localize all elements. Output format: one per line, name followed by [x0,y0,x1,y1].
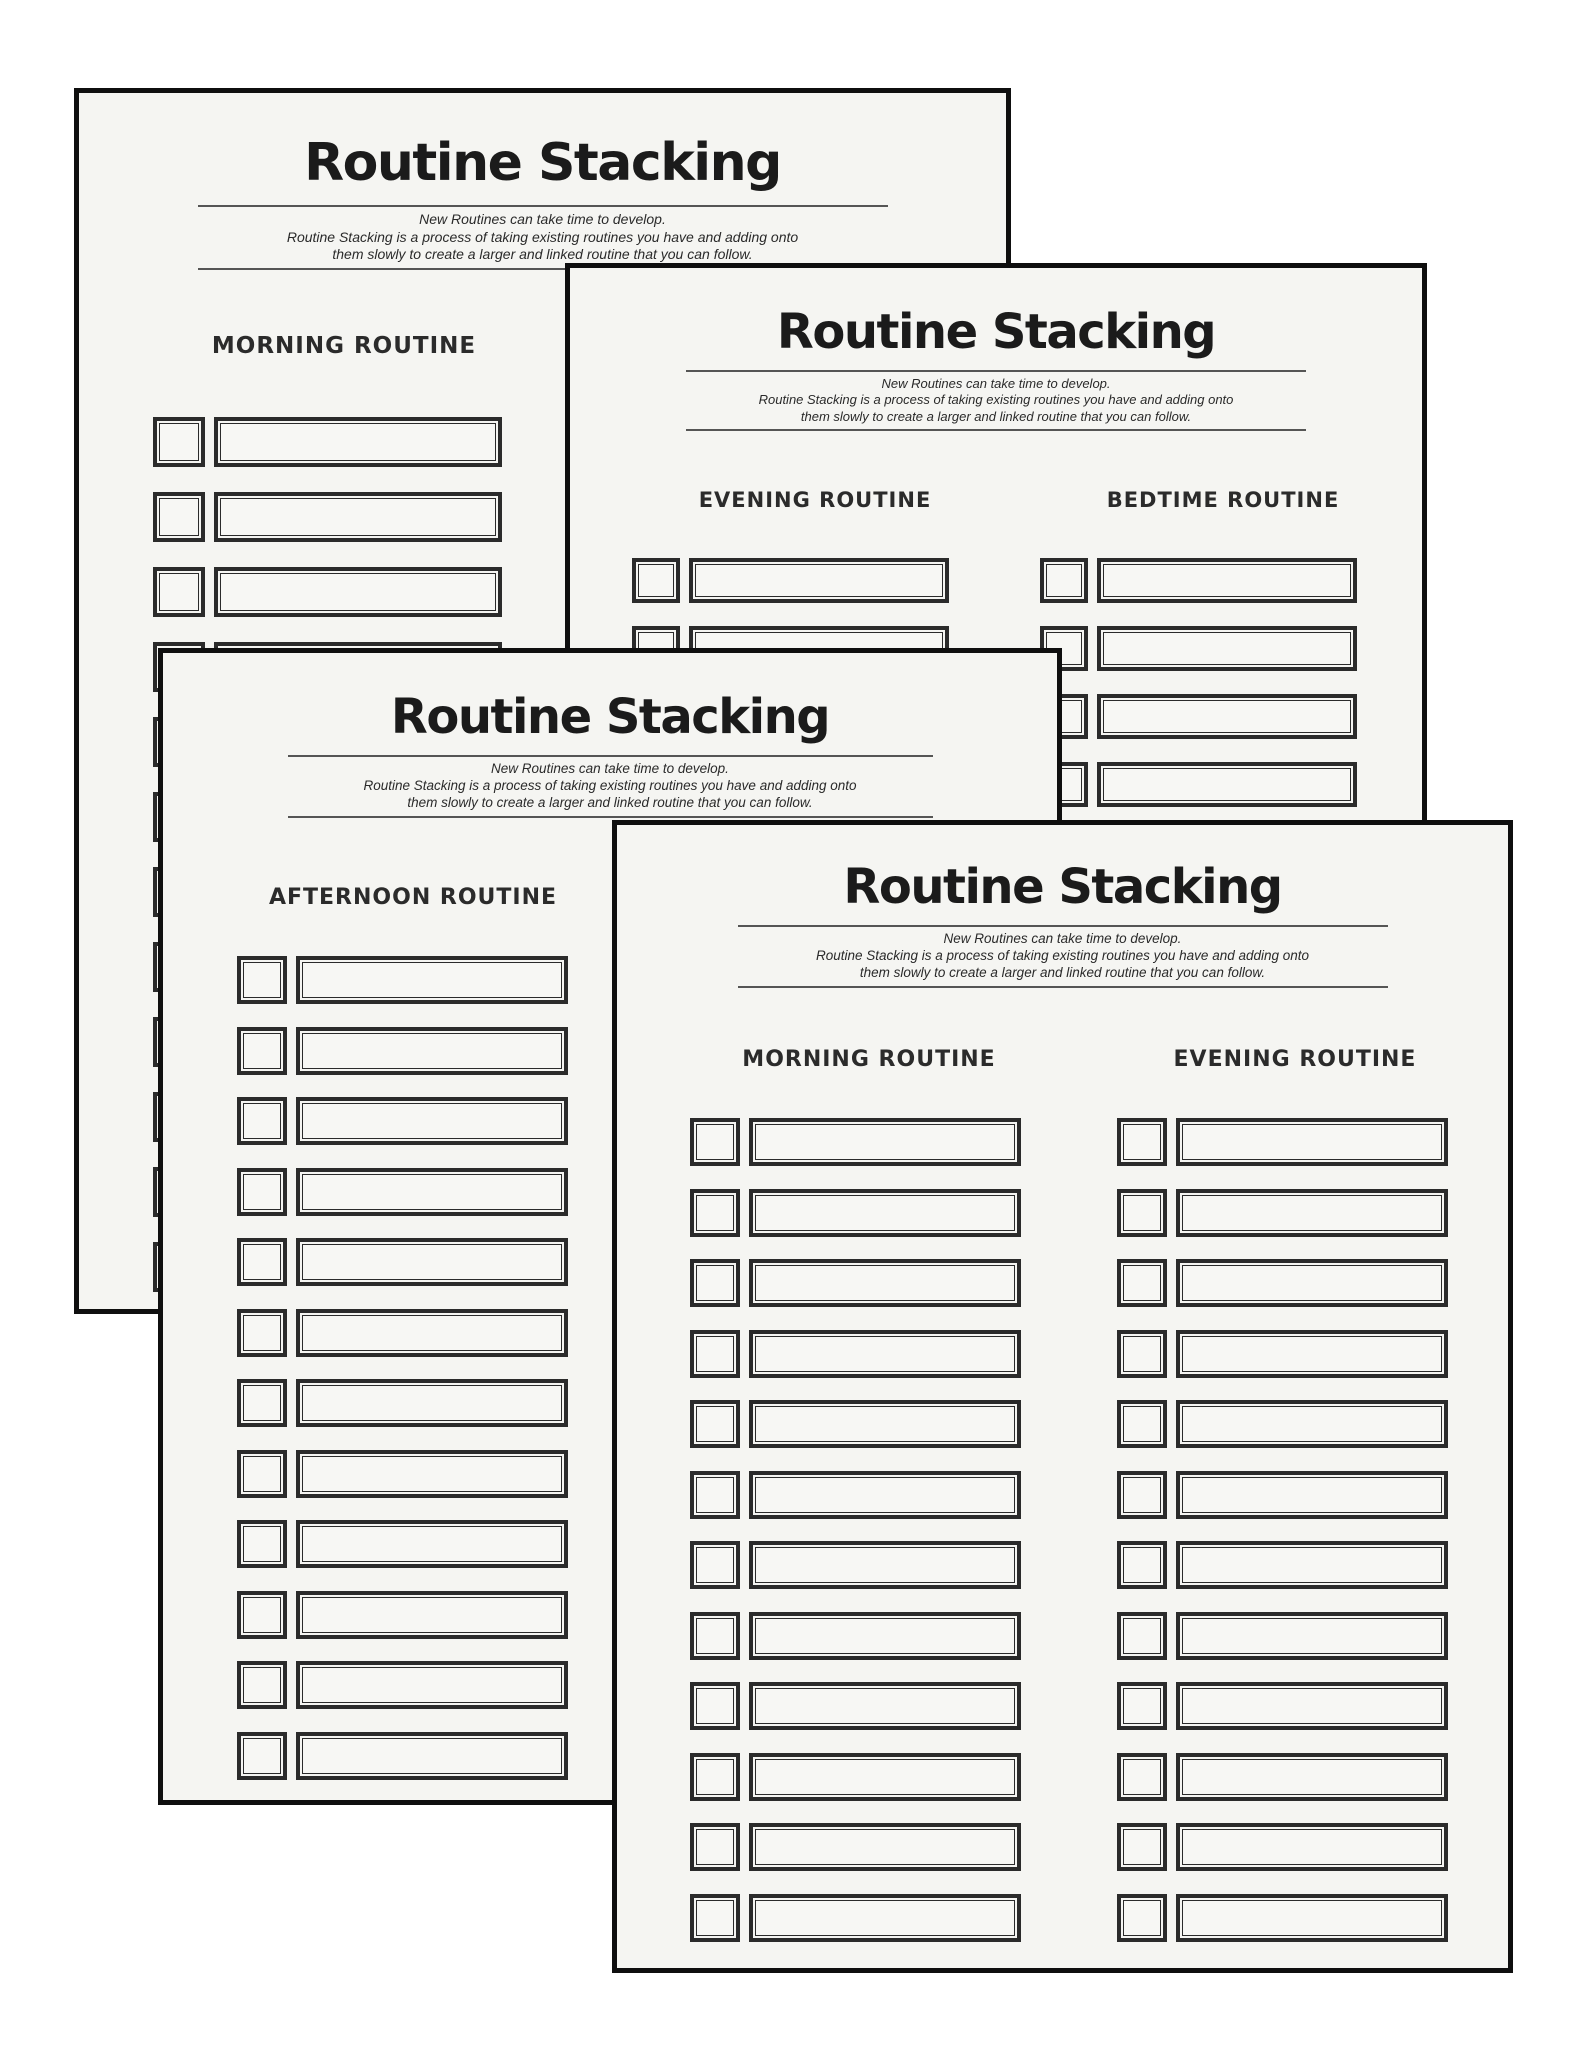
intro-text [79,211,1006,264]
routine-row [690,1753,1021,1801]
intro-line-1: New Routines can take time to develop. [491,761,729,776]
routine-row [690,1471,1021,1519]
intro-line-1: New Routines can take time to develop. [419,211,666,227]
routine-row [153,417,502,467]
page-title: Routine Stacking [390,689,830,745]
routine-entry-field[interactable] [214,417,502,467]
routine-entry-field[interactable] [1176,1541,1448,1589]
routine-checkbox[interactable] [690,1894,740,1942]
routine-entry-field[interactable] [1176,1682,1448,1730]
routine-row [153,567,502,617]
routine-row [690,1894,1021,1942]
routine-checkbox[interactable] [690,1259,740,1307]
routine-entry-field[interactable] [749,1118,1021,1166]
routine-row [237,1661,568,1709]
routine-checkbox[interactable] [690,1330,740,1378]
routine-row [237,1450,568,1498]
column-heading-bedtime: BEDTIME ROUTINE [1106,488,1340,512]
page-title: Routine Stacking [304,133,781,193]
routine-row [1117,1682,1448,1730]
column-heading-evening: EVENING ROUTINE [698,488,932,512]
routine-checkbox[interactable] [690,1753,740,1801]
routine-entry-field[interactable] [749,1259,1021,1307]
routine-checkbox[interactable] [153,492,205,542]
routine-entry-field[interactable] [296,1168,568,1216]
routine-row [1040,694,1357,739]
routine-row [690,1612,1021,1660]
routine-checkbox[interactable] [1040,558,1088,603]
routine-checkbox[interactable] [632,558,680,603]
routine-row [1040,558,1357,603]
routine-row [1117,1894,1448,1942]
routine-checkbox[interactable] [690,1189,740,1237]
routine-row [1117,1753,1448,1801]
routine-checkbox[interactable] [1117,1330,1167,1378]
page-title: Routine Stacking [843,859,1282,915]
routine-row [237,1379,568,1427]
routine-entry-field[interactable] [296,1309,568,1357]
routine-entry-field[interactable] [296,956,568,1004]
routine-entry-field[interactable] [749,1330,1021,1378]
routine-entry-field[interactable] [749,1753,1021,1801]
routine-row [1117,1189,1448,1237]
routine-checkbox[interactable] [1117,1118,1167,1166]
routine-row [690,1189,1021,1237]
routine-checkbox[interactable] [1117,1259,1167,1307]
routine-checkbox[interactable] [690,1823,740,1871]
routine-row [1040,626,1357,671]
routine-row [237,1168,568,1216]
routine-entry-field[interactable] [749,1189,1021,1237]
intro-line-3: them slowly to create a larger and linked routine that you can follow. [859,964,1266,980]
routine-checkbox[interactable] [237,1661,287,1709]
intro-text [570,376,1422,425]
column-heading-morning: MORNING ROUTINE [211,333,477,359]
intro-divider [686,429,1306,431]
routine-row [1040,762,1357,807]
page-header [617,859,1508,988]
routine-row [237,1238,568,1286]
routine-entry-field[interactable] [1097,762,1357,807]
routine-entry-field[interactable] [1176,1189,1448,1237]
routine-checkbox[interactable] [1117,1189,1167,1237]
routine-entry-field[interactable] [214,492,502,542]
routine-checkbox[interactable] [690,1471,740,1519]
routine-row [690,1682,1021,1730]
routine-entry-field[interactable] [296,1097,568,1145]
routine-checkbox[interactable] [237,1027,287,1075]
worksheet-page-morning-evening [612,820,1513,1973]
intro-divider [738,986,1388,988]
page-title: Routine Stacking [776,304,1216,360]
routine-entry-field[interactable] [1097,558,1357,603]
routine-checkbox[interactable] [153,417,205,467]
routine-row [690,1541,1021,1589]
routine-checkbox[interactable] [237,956,287,1004]
routine-entry-field[interactable] [1097,626,1357,671]
routine-entry-field[interactable] [1176,1612,1448,1660]
routine-entry-field[interactable] [296,1520,568,1568]
routine-checkbox[interactable] [690,1682,740,1730]
routine-checkbox[interactable] [237,1168,287,1216]
routine-row [1117,1330,1448,1378]
routine-checkbox[interactable] [1117,1471,1167,1519]
routine-row [1117,1400,1448,1448]
routine-checkbox[interactable] [1117,1541,1167,1589]
intro-line-1: New Routines can take time to develop. [943,931,1182,946]
routine-checkbox[interactable] [690,1541,740,1589]
intro-line-2: Routine Stacking is a process of taking existing routines you have and adding onto [815,947,1310,963]
column-heading-afternoon: AFTERNOON ROUTINE [268,885,558,910]
intro-line-1: New Routines can take time to develop. [881,376,1111,391]
routine-entry-field[interactable] [1176,1400,1448,1448]
intro-line-2: Routine Stacking is a process of taking existing routines you have and adding onto [363,777,857,793]
routine-entry-field[interactable] [296,1238,568,1286]
title-divider [686,370,1306,372]
routine-row [632,558,949,603]
intro-line-2: Routine Stacking is a process of taking existing routines you have and adding onto [286,228,799,245]
routine-entry-field[interactable] [1097,694,1357,739]
routine-entry-field[interactable] [689,558,949,603]
routine-checkbox[interactable] [237,1732,287,1780]
routine-checkbox[interactable] [237,1097,287,1145]
title-divider [288,755,933,757]
routine-entry-field[interactable] [749,1541,1021,1589]
routine-entry-field[interactable] [214,567,502,617]
page-header [570,304,1422,431]
routine-row [690,1259,1021,1307]
routine-entry-field[interactable] [296,1661,568,1709]
column-heading-morning: MORNING ROUTINE [742,1047,996,1072]
routine-entry-field[interactable] [1176,1259,1448,1307]
routine-entry-field[interactable] [749,1682,1021,1730]
routine-checkbox[interactable] [237,1591,287,1639]
routine-checkbox[interactable] [153,567,205,617]
routine-entry-field[interactable] [1176,1823,1448,1871]
page-header [163,689,1057,818]
routine-entry-field[interactable] [1176,1894,1448,1942]
column-heading-evening: EVENING ROUTINE [1173,1047,1417,1072]
intro-text [163,761,1057,812]
routine-row [237,1027,568,1075]
routine-entry-field[interactable] [1176,1118,1448,1166]
routine-row [237,1591,568,1639]
routine-row [237,1520,568,1568]
routine-row [690,1118,1021,1166]
routine-entry-field[interactable] [296,1027,568,1075]
routine-checkbox[interactable] [1117,1682,1167,1730]
routine-entry-field[interactable] [296,1732,568,1780]
routine-checkbox[interactable] [1117,1612,1167,1660]
routine-row [1117,1541,1448,1589]
routine-row [237,956,568,1004]
routine-row [690,1400,1021,1448]
intro-line-3: them slowly to create a larger and linked routine that you can follow. [800,408,1192,424]
routine-checkbox[interactable] [690,1400,740,1448]
routine-entry-field[interactable] [749,1823,1021,1871]
routine-checkbox[interactable] [237,1379,287,1427]
routine-checkbox[interactable] [237,1520,287,1568]
routine-checkbox[interactable] [237,1450,287,1498]
routine-checkbox[interactable] [690,1118,740,1166]
routine-row [1117,1823,1448,1871]
routine-row [237,1097,568,1145]
routine-entry-field[interactable] [1176,1753,1448,1801]
intro-line-2: Routine Stacking is a process of taking existing routines you have and adding onto [758,392,1234,408]
routine-row [237,1309,568,1357]
routine-row [1117,1612,1448,1660]
routine-row [1117,1471,1448,1519]
routine-entry-field[interactable] [749,1894,1021,1942]
routine-checkbox[interactable] [237,1238,287,1286]
routine-entry-field[interactable] [749,1471,1021,1519]
routine-checkbox[interactable] [1117,1753,1167,1801]
intro-line-3: them slowly to create a larger and linked routine that you can follow. [407,794,813,810]
routine-checkbox[interactable] [690,1612,740,1660]
routine-row [153,492,502,542]
routine-row [690,1330,1021,1378]
routine-row [690,1823,1021,1871]
page-header [79,133,1006,270]
routine-entry-field[interactable] [296,1450,568,1498]
intro-divider [288,816,933,818]
routine-entry-field[interactable] [296,1379,568,1427]
routine-entry-field[interactable] [1176,1330,1448,1378]
routine-checkbox[interactable] [237,1309,287,1357]
routine-entry-field[interactable] [296,1591,568,1639]
routine-entry-field[interactable] [749,1612,1021,1660]
intro-line-3: them slowly to create a larger and linked routine that you can follow. [332,246,753,262]
routine-checkbox[interactable] [1117,1894,1167,1942]
routine-checkbox[interactable] [1117,1823,1167,1871]
title-divider [198,205,888,207]
intro-text [617,931,1508,982]
routine-entry-field[interactable] [1176,1471,1448,1519]
routine-row [1117,1259,1448,1307]
routine-row [1117,1118,1448,1166]
routine-entry-field[interactable] [749,1400,1021,1448]
routine-checkbox[interactable] [1117,1400,1167,1448]
routine-row [237,1732,568,1780]
title-divider [738,925,1388,927]
